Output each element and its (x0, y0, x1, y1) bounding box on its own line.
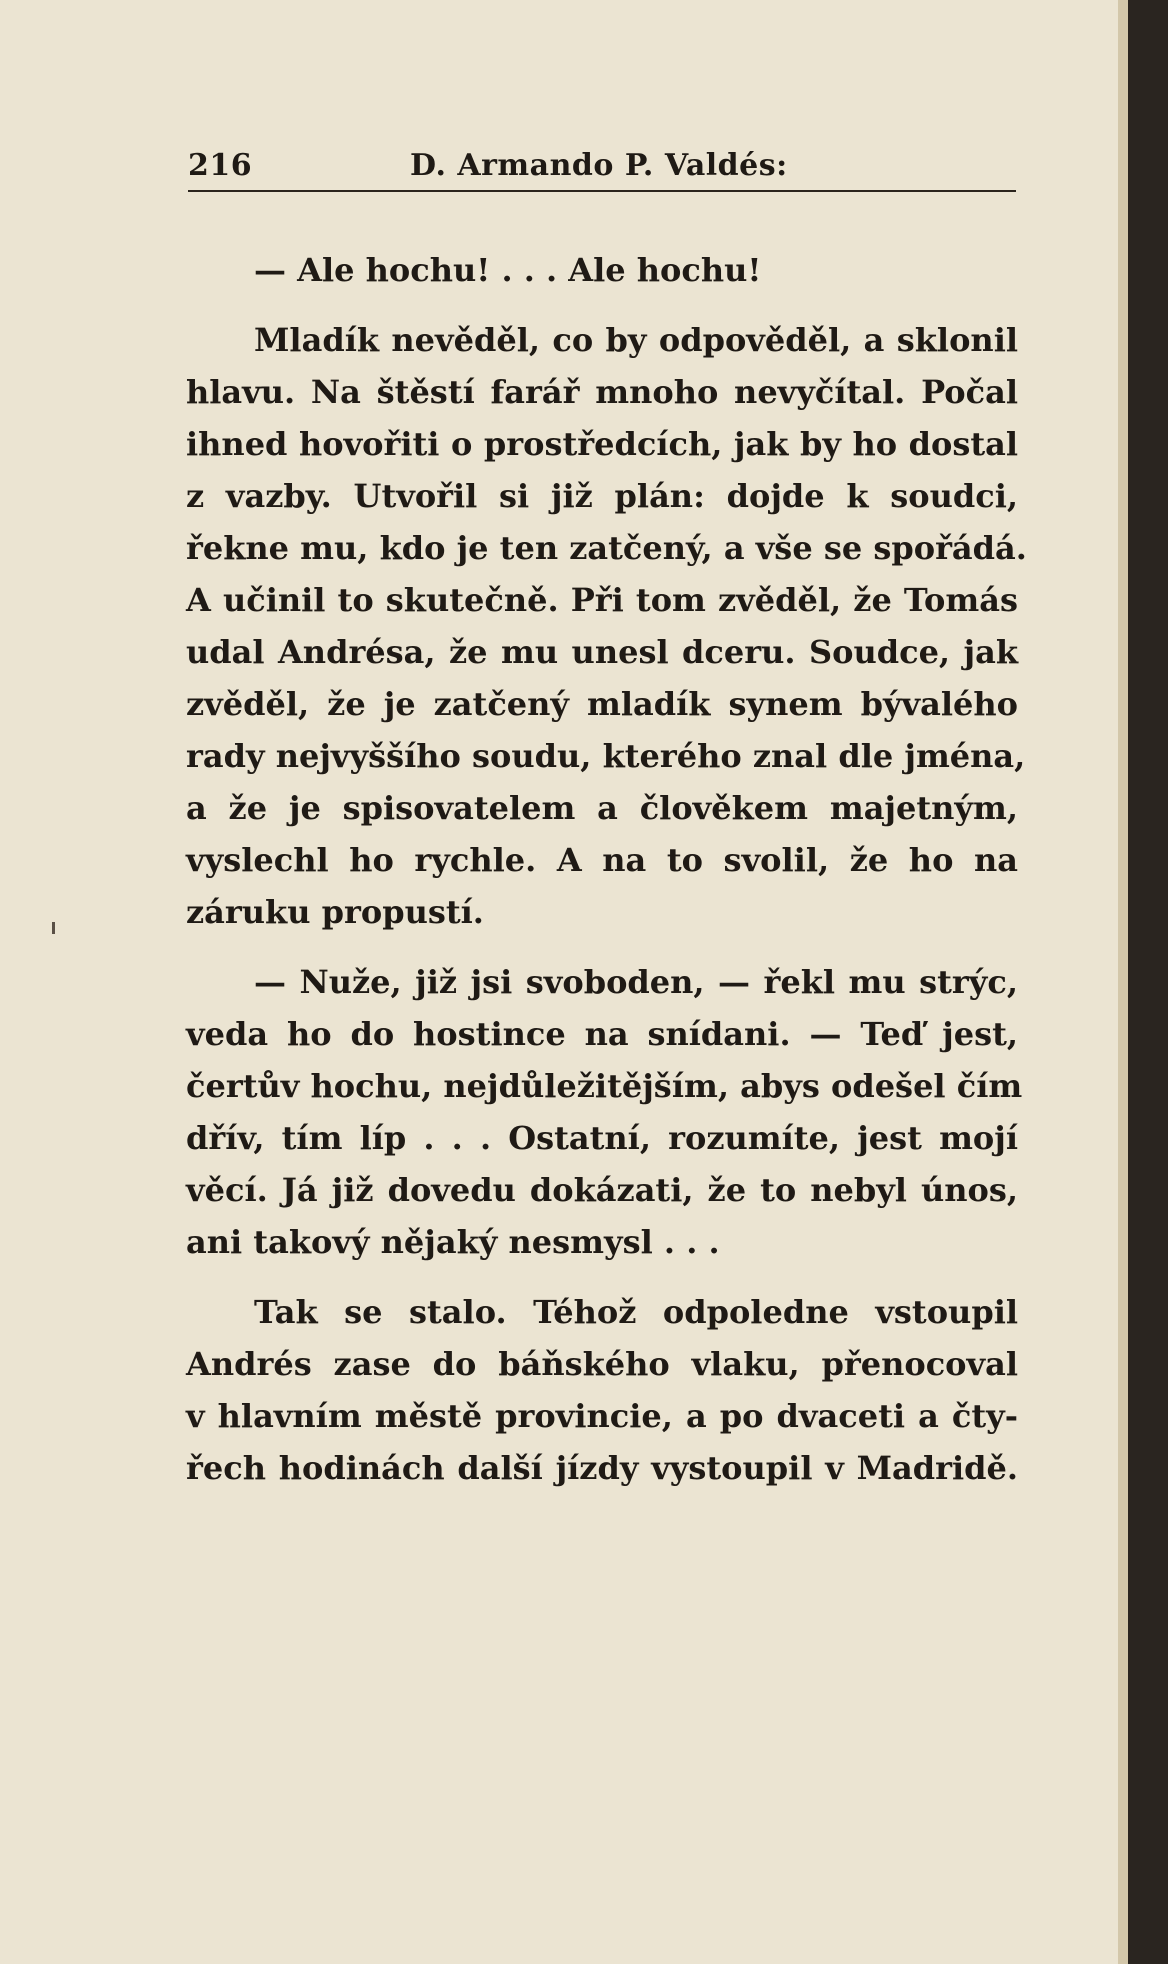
text-line: Mladík nevěděl, co by odpověděl, a sklonil (254, 321, 1018, 359)
text-line: udal Andrésa, že mu unesl dceru. Soudce, jak (186, 633, 1018, 671)
text-line: zvěděl, že je zatčený mladík synem bývalého (186, 685, 1018, 723)
paragraph-gap (186, 1268, 1018, 1286)
text-line: v hlavním městě provincie, a po dvaceti a čty- (186, 1397, 1018, 1435)
paragraph-gap (186, 296, 1018, 314)
running-head: D. Armando P. Valdés: (410, 147, 788, 183)
paragraph (186, 1286, 1018, 1494)
text-line: vyslechl ho rychle. A na to svolil, že ho na (186, 841, 1018, 879)
text-line: čertův hochu, nejdůležitějším, abys odešel čím (186, 1067, 1023, 1105)
header-rule (188, 190, 1016, 192)
book-spine (1128, 0, 1168, 1964)
text-line: veda ho do hostince na snídani. — Teď jest, (186, 1015, 1018, 1053)
body-text (186, 244, 1027, 1494)
page-number: 216 (188, 147, 253, 183)
paragraph-gap (186, 938, 1018, 956)
text-line: A učinil to skutečně. Při tom zvěděl, že Tomás (186, 581, 1018, 619)
text-line: ani takový nějaký nesmysl . . . (186, 1223, 720, 1261)
paper-speck (52, 922, 55, 934)
text-line: Andrés zase do báňského vlaku, přenocoval (186, 1345, 1018, 1383)
text-line: Tak se stalo. Téhož odpoledne vstoupil (254, 1293, 1018, 1331)
paragraph (186, 244, 1018, 296)
paragraph (186, 956, 1023, 1268)
page-edge (1118, 0, 1128, 1964)
page-header (188, 140, 1016, 190)
text-line: ihned hovořiti o prostředcích, jak by ho dostal (186, 425, 1018, 463)
text-line: záruku propustí. (186, 893, 484, 931)
text-line: věcí. Já již dovedu dokázati, že to nebyl únos, (186, 1171, 1018, 1209)
text-line: dřív, tím líp . . . Ostatní, rozumíte, jest mojí (186, 1119, 1018, 1157)
text-line: — Ale hochu! . . . Ale hochu! (254, 251, 762, 289)
text-line: řekne mu, kdo je ten zatčený, a vše se spořádá. (186, 529, 1027, 567)
text-line: hlavu. Na štěstí farář mnoho nevyčítal. Počal (186, 373, 1018, 411)
text-line: — Nuže, již jsi svoboden, — řekl mu strýc, (254, 963, 1018, 1001)
text-line: a že je spisovatelem a člověkem majetným, (186, 789, 1018, 827)
text-line: řech hodinách další jízdy vystoupil v Madridě. (186, 1449, 1018, 1487)
text-line: z vazby. Utvořil si již plán: dojde k soudci, (186, 477, 1018, 515)
text-line: rady nejvyššího soudu, kterého znal dle jména, (186, 737, 1026, 775)
paragraph (186, 314, 1027, 938)
